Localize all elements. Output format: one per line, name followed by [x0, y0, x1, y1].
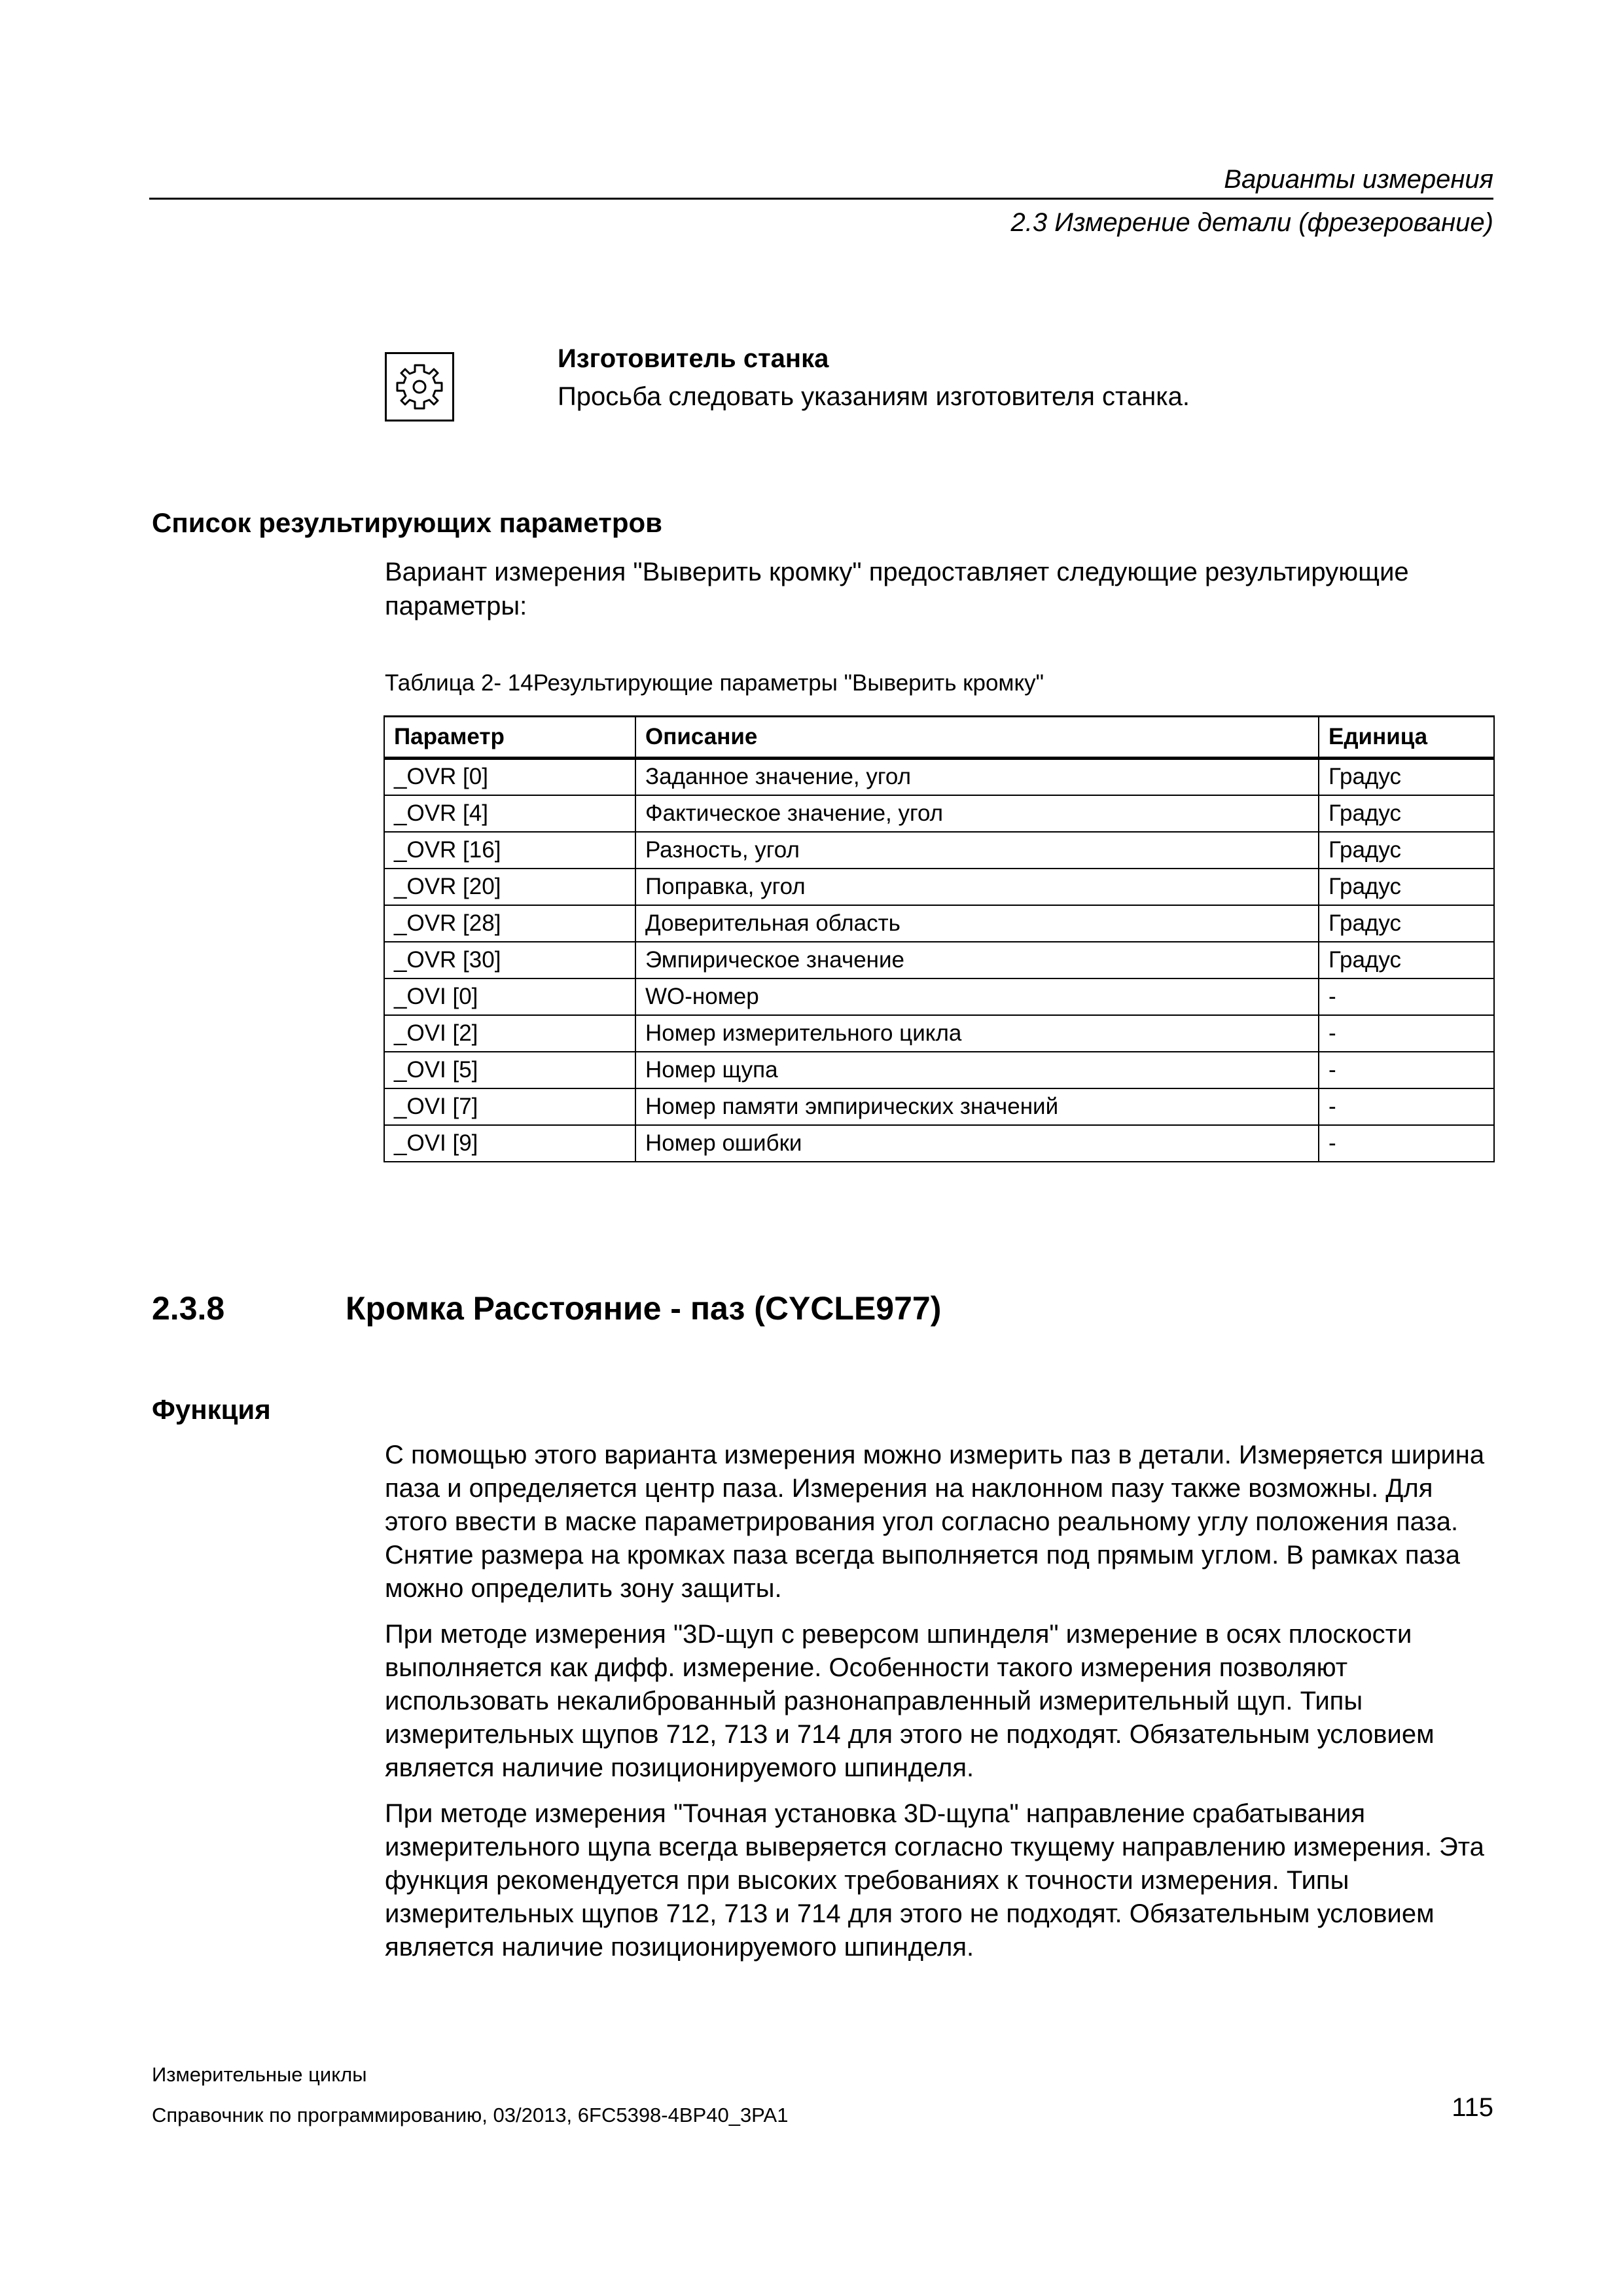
cell-description: Номер измерительного цикла [635, 1015, 1319, 1052]
cell-unit: Градус [1319, 905, 1494, 942]
column-header-description: Описание [635, 717, 1319, 759]
table-row [384, 759, 1494, 795]
cell-parameter: _OVR [4] [384, 795, 635, 832]
table-row [384, 1015, 1494, 1052]
cell-unit: - [1319, 1015, 1494, 1052]
chapter-number: 2.3.8 [152, 1290, 225, 1327]
table-row [384, 795, 1494, 832]
table-row [384, 905, 1494, 942]
chapter-title: Кромка Расстояние - паз (CYCLE977) [346, 1290, 942, 1327]
footer-book-title: Измерительные циклы [152, 2063, 367, 2086]
column-header-unit: Единица [1319, 717, 1494, 759]
cell-unit: Градус [1319, 869, 1494, 905]
table-row [384, 978, 1494, 1015]
table-row [384, 1052, 1494, 1088]
function-heading: Функция [152, 1394, 271, 1425]
results-heading: Список результирующих параметров [152, 507, 662, 538]
cell-parameter: _OVI [2] [384, 1015, 635, 1052]
cell-parameter: _OVR [28] [384, 905, 635, 942]
running-header-section: 2.3 Измерение детали (фрезерование) [1010, 208, 1493, 237]
table-caption: Таблица 2- 14Результирующие параметры "Выверить кромку" [385, 670, 1044, 696]
cell-description: Номер памяти эмпирических значений [635, 1088, 1319, 1125]
table-row [384, 942, 1494, 978]
cell-unit: - [1319, 978, 1494, 1015]
cell-description: Фактическое значение, угол [635, 795, 1319, 832]
cell-unit: - [1319, 1088, 1494, 1125]
cell-parameter: _OVI [9] [384, 1125, 635, 1162]
cell-parameter: _OVR [20] [384, 869, 635, 905]
table-row [384, 1088, 1494, 1125]
column-header-parameter: Параметр [384, 717, 635, 759]
table-header-row [384, 717, 1494, 759]
cell-parameter: _OVR [30] [384, 942, 635, 978]
cell-description: Разность, угол [635, 832, 1319, 869]
cell-parameter: _OVI [7] [384, 1088, 635, 1125]
page-number: 115 [1452, 2093, 1493, 2122]
note-text: Просьба следовать указаниям изготовителя станка. [558, 382, 1190, 411]
cell-unit: - [1319, 1052, 1494, 1088]
function-paragraph: При методе измерения "3D-щуп с реверсом шпинделя" измерение в осях плоскости выполняется как дифф. измерение. Особенности такого измерения позволяют использовать некалиброванный разнонаправленный измерительный щуп. Типы измерительных щупов 712, 713 и 714 для этого не подходят. Обязательным условием является наличие позиционируемого шпинделя. [385, 1620, 1435, 1782]
table-row [384, 869, 1494, 905]
table-row [384, 832, 1494, 869]
footer-manual-info: Справочник по программированию, 03/2013, 6FC5398-4BP40_3PA1 [152, 2104, 789, 2126]
cell-unit: Градус [1319, 832, 1494, 869]
cell-parameter: _OVR [0] [384, 759, 635, 795]
results-intro: Вариант измерения "Выверить кромку" предоставляет следующие результирующие параметры: [385, 558, 1409, 620]
cell-unit: Градус [1319, 759, 1494, 795]
cell-parameter: _OVI [0] [384, 978, 635, 1015]
function-paragraph: С помощью этого варианта измерения можно измерить паз в детали. Измеряется ширина паза и определяется центр паза. Измерения на наклонном пазу также возможны. Для этого ввести в маске параметрирования угол согласно реальному углу положения паза. Снятие размера на кромках паза всегда выполняется под прямым углом. В рамках паза можно определить зону защиты. [385, 1441, 1485, 1603]
cell-description: Поправка, угол [635, 869, 1319, 905]
header-rule [149, 198, 1493, 200]
gear-icon [385, 352, 454, 422]
note-title: Изготовитель станка [558, 344, 829, 373]
cell-parameter: _OVI [5] [384, 1052, 635, 1088]
cell-description: Номер щупа [635, 1052, 1319, 1088]
function-paragraph: При методе измерения "Точная установка 3D-щупа" направление срабатывания измерительного щупа всегда выверяется согласно ткущему направлению измерения. Эта функция рекомендуется при высоких требованиях к точности измерения. Типы измерительных щупов 712, 713 и 714 для этого не подходят. Обязательным условием является наличие позиционируемого шпинделя. [385, 1799, 1484, 1962]
cell-description: WO-номер [635, 978, 1319, 1015]
running-header-chapter: Варианты измерения [1224, 165, 1493, 194]
cell-parameter: _OVR [16] [384, 832, 635, 869]
table-row [384, 1125, 1494, 1162]
cell-unit: Градус [1319, 942, 1494, 978]
cell-description: Номер ошибки [635, 1125, 1319, 1162]
result-parameters-table [383, 715, 1495, 1162]
cell-description: Эмпирическое значение [635, 942, 1319, 978]
cell-description: Заданное значение, угол [635, 759, 1319, 795]
cell-description: Доверительная область [635, 905, 1319, 942]
cell-unit: Градус [1319, 795, 1494, 832]
cell-unit: - [1319, 1125, 1494, 1162]
